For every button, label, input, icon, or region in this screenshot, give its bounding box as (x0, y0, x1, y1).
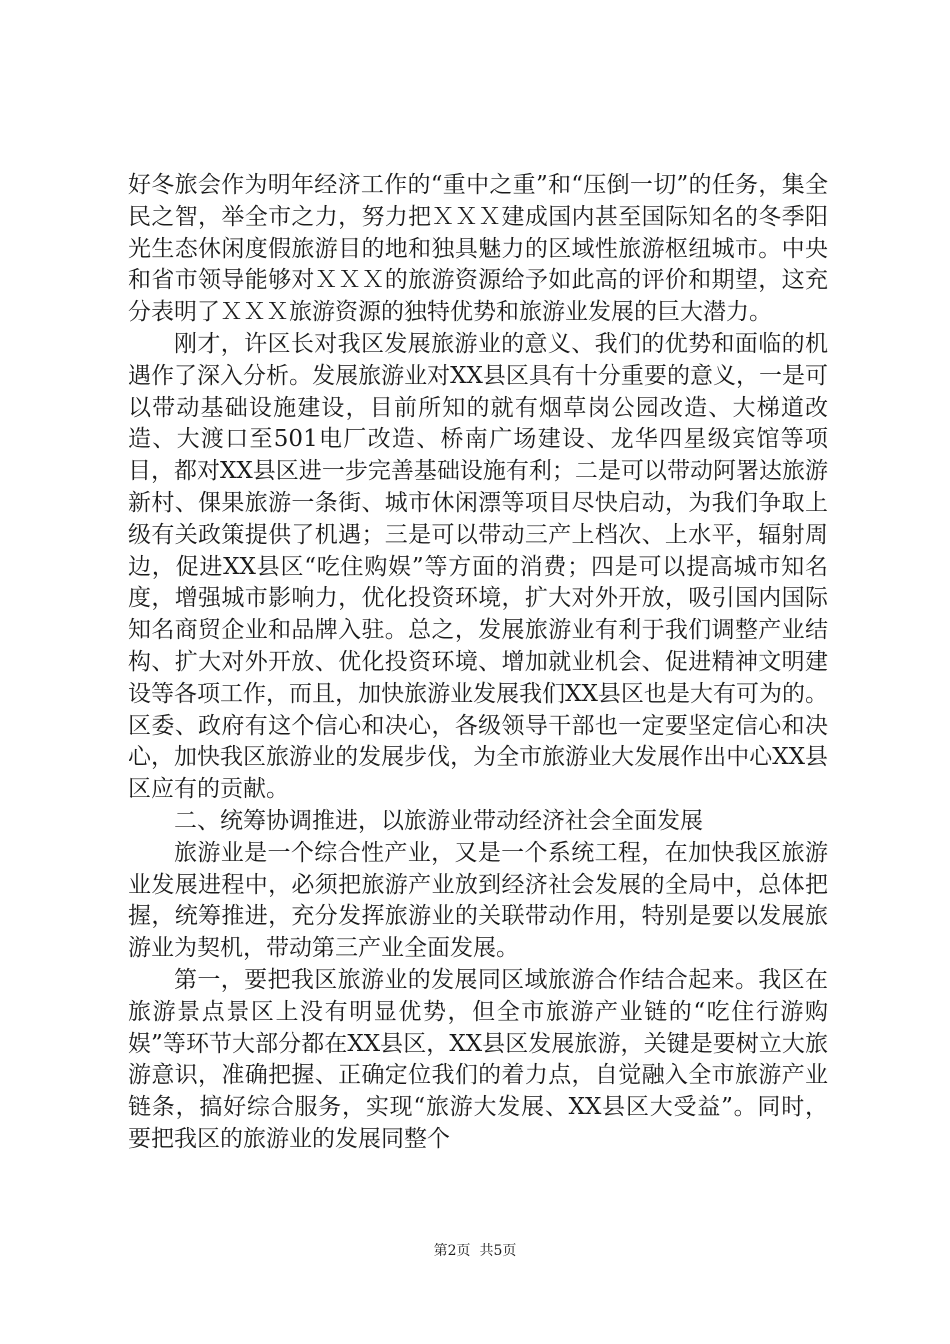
section-heading: 二、统筹协调推进，以旅游业带动经济社会全面发展 (174, 807, 703, 834)
paragraph-1: 好冬旅会作为明年经济工作的“重中之重”和“压倒一切”的任务，集全民之智，举全市之力，努力把ＸＸＸ建成国内甚至国际知名的冬季阳光生态休闲度假旅游目的地和独具魅力的区域性旅游枢纽城市。中央和省市领导能够对ＸＸＸ的旅游资源给予如此高的评价和期望，这充分表明了ＸＸＸ旅游资源的独特优势和旅游业发展的巨大潜力。 (128, 172, 828, 326)
body-text (128, 170, 828, 1156)
paragraph-3: 旅游业是一个综合性产业，又是一个系统工程，在加快我区旅游业发展进程中，必须把旅游产业放到经济社会发展的全局中，总体把握，统筹推进，充分发挥旅游业的关联带动作用，特别是要以发展旅游业为契机，带动第三产业全面发展。 (128, 839, 828, 962)
page-footer (0, 1240, 950, 1260)
paragraph-4: 第一，要把我区旅游业的发展同区域旅游合作结合起来。我区在旅游景点景区上没有明显优势，但全市旅游产业链的“吃住行游购娱”等环节大部分都在XX县区，XX县区发展旅游，关键是要树立大旅游意识，准确把握、正确定位我们的着力点，自觉融入全市旅游产业链条，搞好综合服务，实现“旅游大发展、XX县区大受益”。同时，要把我区的旅游业的发展同整个 (128, 966, 828, 1152)
page-number: 第2页 共5页 (433, 1243, 517, 1259)
paragraph-2: 刚才，许区长对我区发展旅游业的意义、我们的优势和面临的机遇作了深入分析。发展旅游业对XX县区具有十分重要的意义，一是可以带动基础设施建设，目前所知的就有烟草岗公园改造、大梯道改造、大渡口至501电厂改造、桥南广场建设、龙华四星级宾馆等项目，都对XX县区进一步完善基础设施有利；二是可以带动阿署达旅游新村、倮果旅游一条街、城市休闲漂等项目尽快启动，为我们争取上级有关政策提供了机遇；三是可以带动三产上档次、上水平，辐射周边，促进XX县区“吃住购娱”等方面的消费；四是可以提高城市知名度，增强城市影响力，优化投资环境，扩大对外开放，吸引国内国际知名商贸企业和品牌入驻。总之，发展旅游业有利于我们调整产业结构、扩大对外开放、优化投资环境、增加就业机会、促进精神文明建设等各项工作，而且，加快旅游业发展我们XX县区也是大有可为的。区委、政府有这个信心和决心，各级领导干部也一定要坚定信心和决心，加快我区旅游业的发展步伐，为全市旅游业大发展作出中心XX县区应有的贡献。 (128, 330, 828, 803)
